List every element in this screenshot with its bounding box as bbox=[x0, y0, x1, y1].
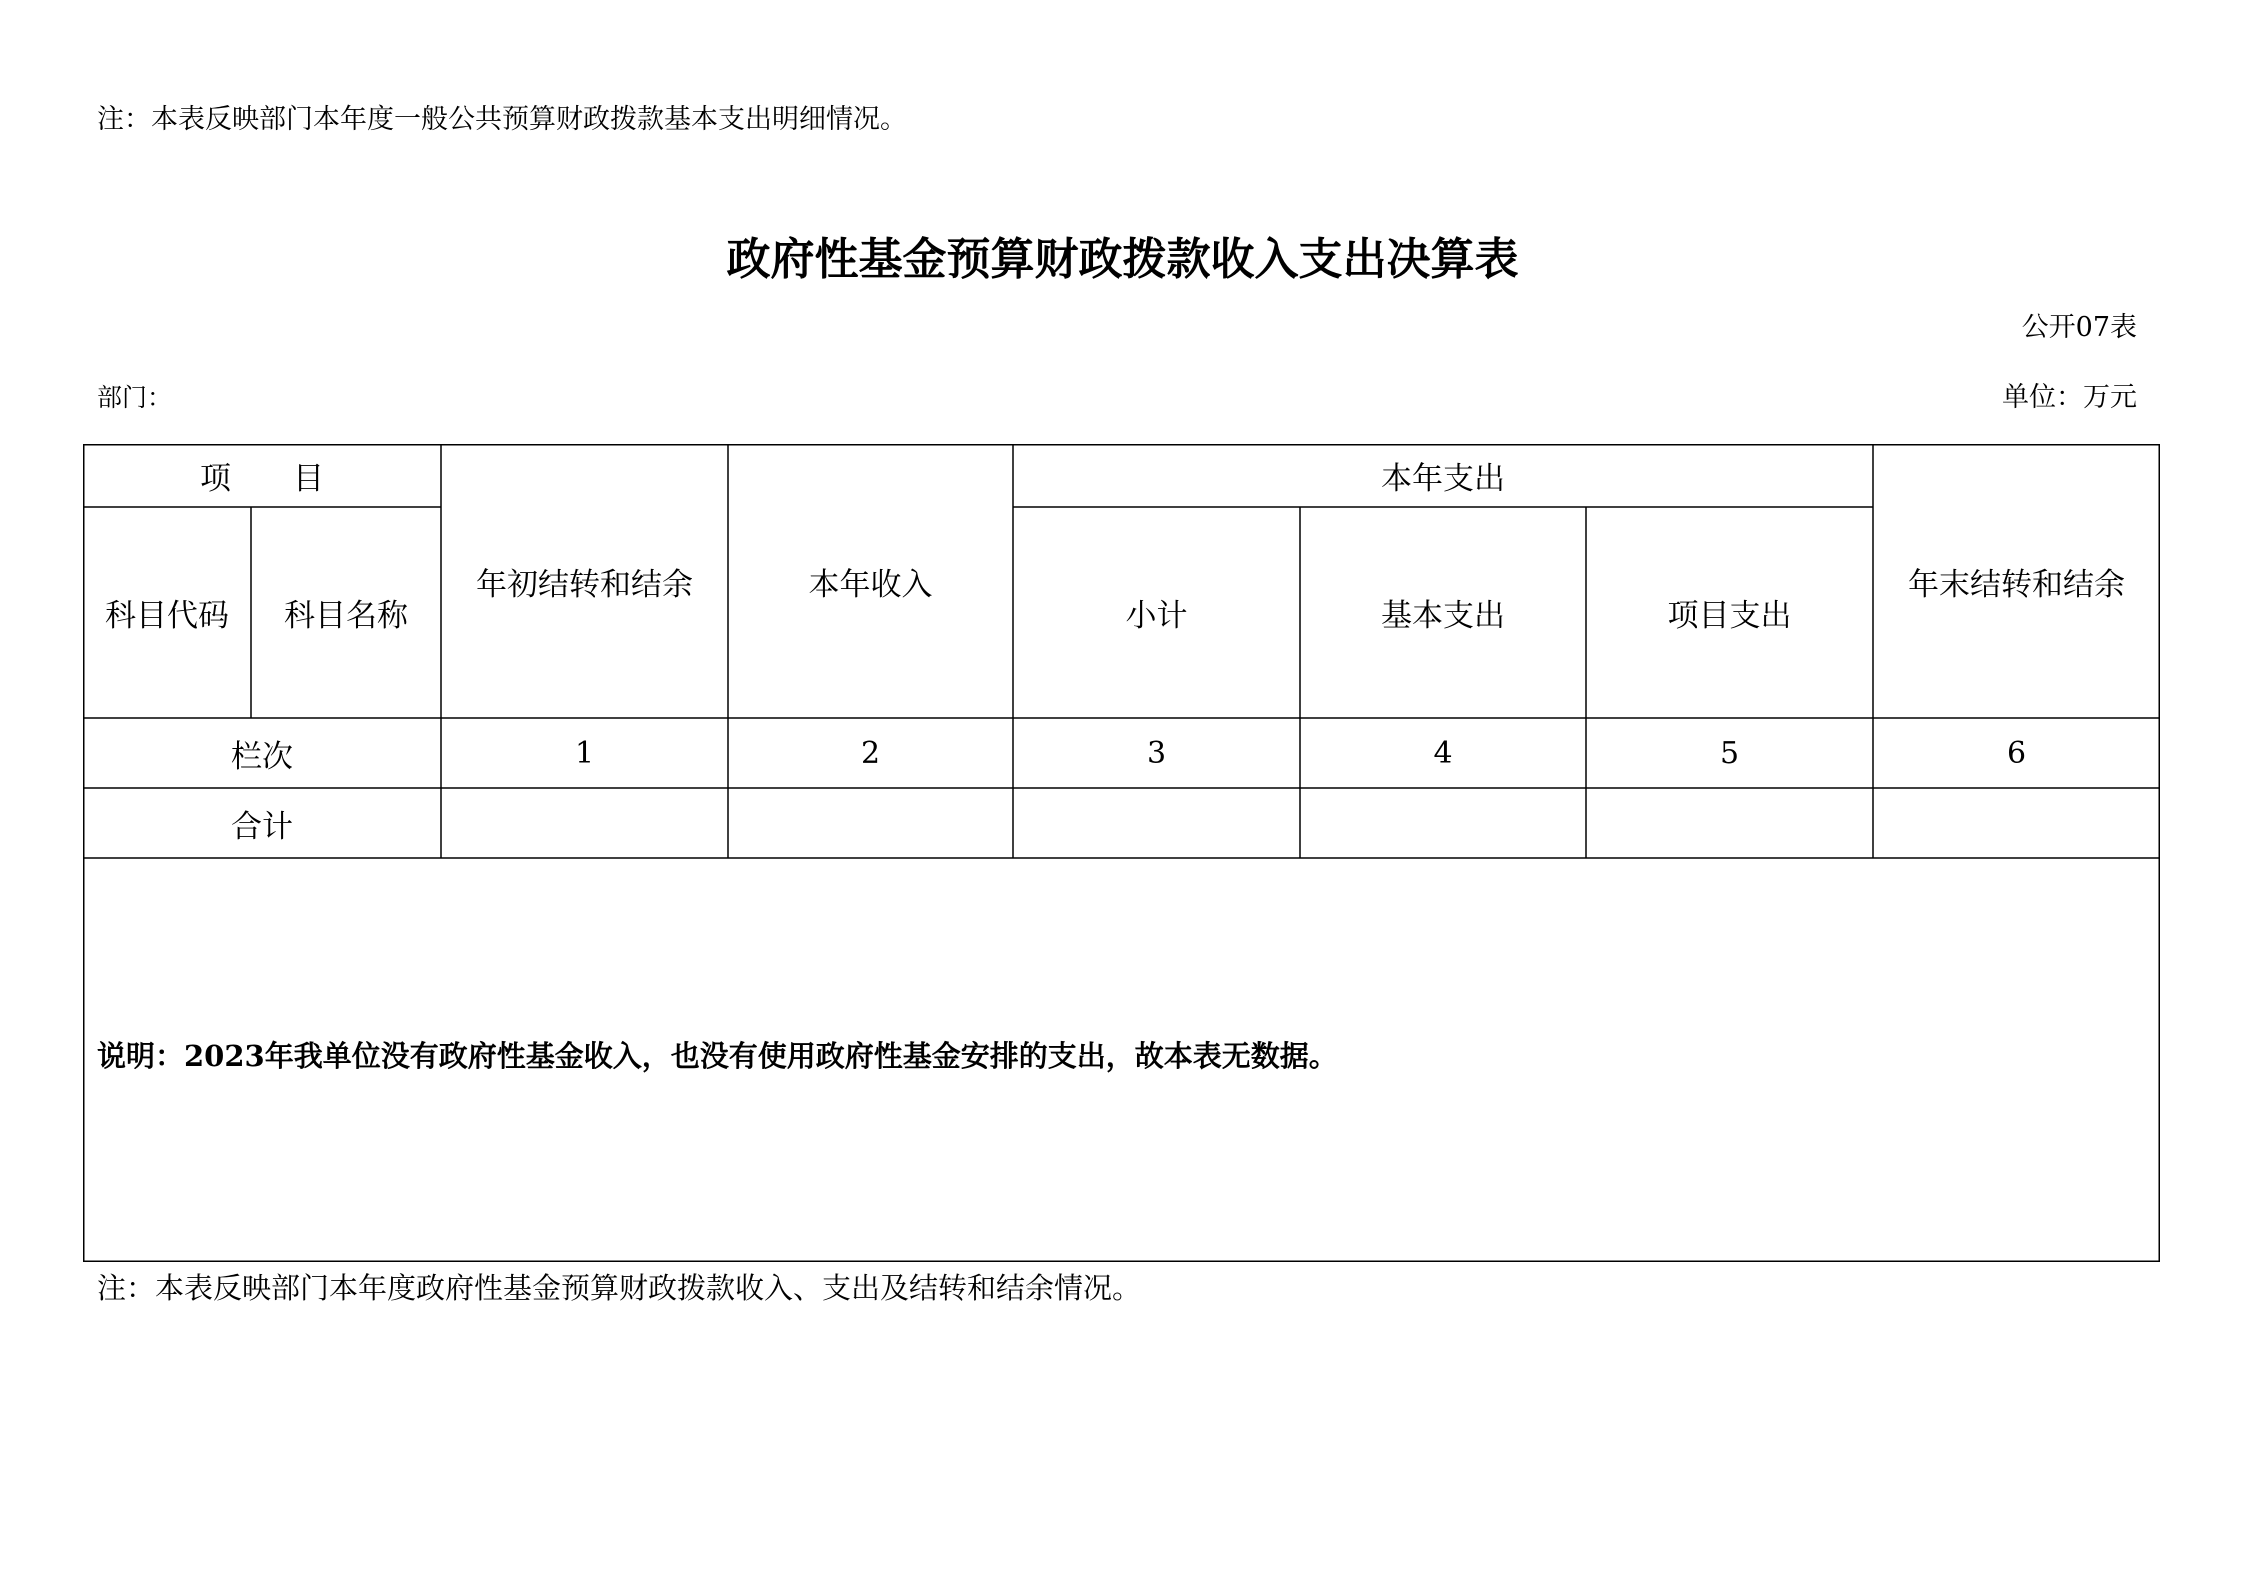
header-subtotal: 小计 bbox=[1125, 598, 1188, 634]
top-note: 注：本表反映部门本年度一般公共预算财政拨款基本支出明细情况。 bbox=[97, 104, 907, 135]
header-opening-balance: 年初结转和结余 bbox=[476, 566, 693, 603]
header-year-expense: 本年支出 bbox=[1381, 461, 1505, 497]
header-project: 项 目 bbox=[200, 461, 324, 497]
column-number: 6 bbox=[2006, 735, 2027, 771]
header-basic-expense: 基本支出 bbox=[1381, 598, 1505, 634]
total-value bbox=[1300, 788, 1586, 858]
header-project-expense: 项目支出 bbox=[1667, 598, 1792, 634]
table-remark: 说明：2023年我单位没有政府性基金收入，也没有使用政府性基金安排的支出，故本表无数据。 bbox=[97, 1039, 1338, 1073]
total-value bbox=[441, 788, 728, 858]
bottom-note: 注：本表反映部门本年度政府性基金预算财政拨款收入、支出及结转和结余情况。 bbox=[97, 1271, 1142, 1305]
total-value bbox=[728, 788, 1013, 858]
header-closing-balance: 年末结转和结余 bbox=[1908, 566, 2125, 603]
form-code: 公开07表 bbox=[2021, 312, 2137, 343]
column-row-label: 栏次 bbox=[231, 738, 293, 775]
column-number: 4 bbox=[1433, 735, 1453, 771]
total-value bbox=[1873, 788, 2160, 858]
header-year-income: 本年收入 bbox=[808, 566, 933, 603]
header-subject-name: 科目名称 bbox=[284, 598, 408, 634]
total-row-label: 合计 bbox=[231, 808, 293, 845]
unit-label: 单位：万元 bbox=[2002, 382, 2137, 413]
budget-table bbox=[83, 444, 2160, 1262]
total-value bbox=[1013, 788, 1300, 858]
column-number: 5 bbox=[1719, 735, 1740, 771]
header-subject-code: 科目代码 bbox=[105, 598, 229, 634]
column-number: 1 bbox=[574, 735, 595, 771]
total-value bbox=[1586, 788, 1873, 858]
department-label: 部门： bbox=[97, 383, 173, 412]
column-number: 2 bbox=[860, 735, 881, 771]
page-title: 政府性基金预算财政拨款收入支出决算表 bbox=[726, 234, 1519, 285]
column-number: 3 bbox=[1146, 735, 1167, 771]
